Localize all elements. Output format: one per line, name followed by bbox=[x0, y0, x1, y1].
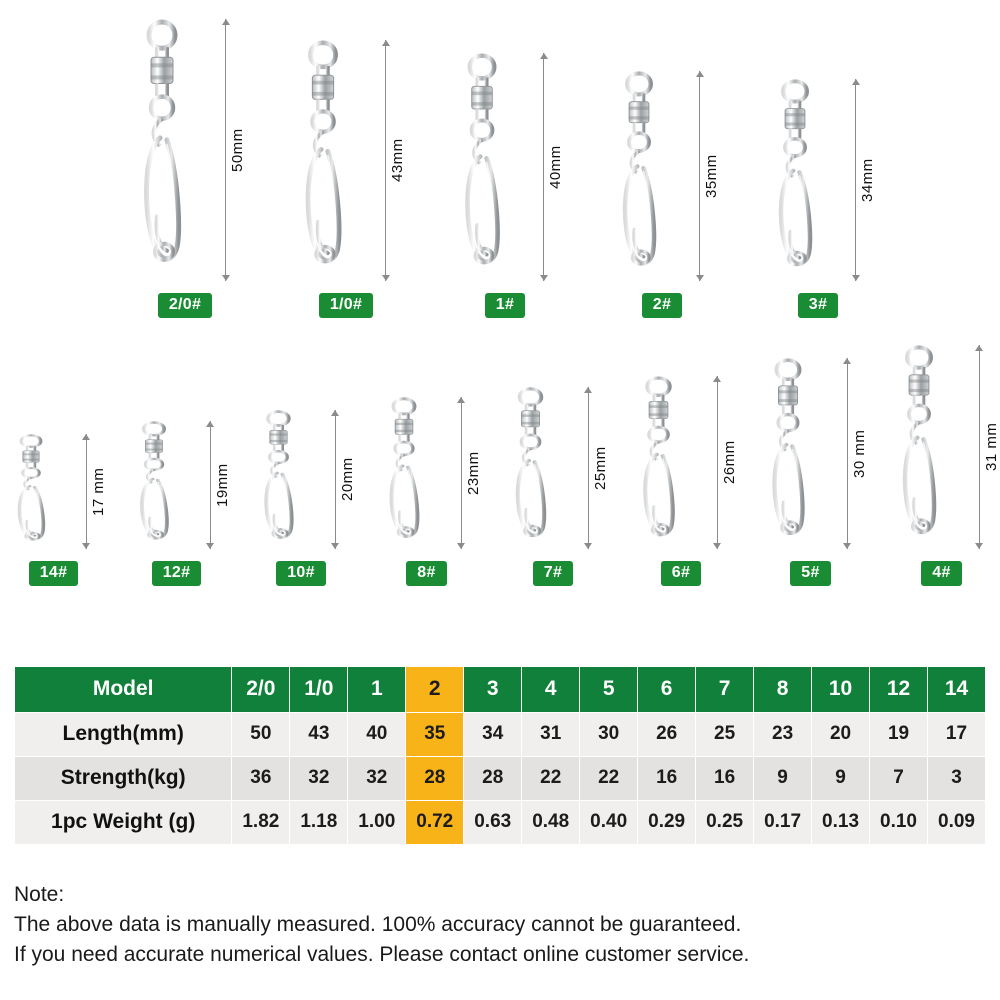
dimension-arrow-line bbox=[717, 376, 718, 549]
model-tag: 1# bbox=[485, 293, 525, 318]
swivel-image-wrap bbox=[290, 40, 406, 281]
table-cell: 1 bbox=[348, 667, 406, 713]
table-cell: 8 bbox=[754, 667, 812, 713]
table-cell: 0.25 bbox=[696, 801, 754, 845]
dimension-arrow-line bbox=[543, 53, 544, 281]
table-cell: 1.18 bbox=[290, 801, 348, 845]
swivel-snap-graphic bbox=[632, 376, 685, 549]
specification-table bbox=[14, 666, 986, 845]
table-cell: 0.17 bbox=[754, 801, 812, 845]
large-sizes-row bbox=[0, 0, 1000, 318]
swivel-image-wrap bbox=[764, 79, 876, 281]
table-cell: 0.48 bbox=[522, 801, 580, 845]
dimension-arrow-line bbox=[588, 387, 589, 549]
length-row bbox=[15, 713, 986, 757]
note-title: Note: bbox=[14, 883, 65, 906]
table-cell: 0.63 bbox=[464, 801, 522, 845]
dimension-arrow-line bbox=[855, 79, 856, 281]
table-cell: 20 bbox=[812, 713, 870, 757]
dimension-label: 17 mm bbox=[89, 466, 107, 516]
table-cell: 16 bbox=[696, 757, 754, 801]
dimension-label: 31 mm bbox=[982, 422, 1000, 471]
table-cell: 6 bbox=[638, 667, 696, 713]
product-item-7 bbox=[502, 387, 609, 586]
swivel-image-wrap bbox=[888, 345, 1000, 549]
dimension-indicator bbox=[588, 387, 609, 549]
note-line-2: If you need accurate numerical values. Please contact online customer service. bbox=[14, 942, 750, 966]
product-item-6 bbox=[629, 376, 738, 586]
table-cell: 7 bbox=[696, 667, 754, 713]
table-cell: 7 bbox=[870, 757, 928, 801]
dimension-arrow-line bbox=[225, 19, 226, 281]
row-header-cell: Length(mm) bbox=[15, 713, 232, 757]
model-tag: 6# bbox=[661, 561, 701, 586]
model-tag: 8# bbox=[406, 561, 446, 586]
swivel-snap-graphic bbox=[611, 71, 667, 281]
table-cell: 40 bbox=[348, 713, 406, 757]
swivel-snap-graphic bbox=[131, 19, 193, 281]
table-cell: 2/0 bbox=[232, 667, 290, 713]
dimension-arrow-line bbox=[385, 40, 386, 281]
product-item-8 bbox=[376, 397, 482, 586]
dimension-label: 40mm bbox=[547, 144, 564, 189]
dimension-indicator bbox=[847, 358, 868, 549]
dimension-arrow-line bbox=[699, 71, 700, 281]
model-tag: 2/0# bbox=[158, 293, 212, 318]
table-cell: 35 bbox=[406, 713, 464, 757]
table-cell: 4 bbox=[522, 667, 580, 713]
model-tag: 5# bbox=[790, 561, 830, 586]
table-cell: 0.13 bbox=[812, 801, 870, 845]
strength-row bbox=[15, 757, 986, 801]
model-row bbox=[15, 667, 986, 713]
table-cell: 1/0 bbox=[290, 667, 348, 713]
table-cell: 30 bbox=[580, 713, 638, 757]
note-line-1: The above data is manually measured. 100% accuracy cannot be guaranteed. bbox=[14, 912, 742, 936]
table-cell: 0.40 bbox=[580, 801, 638, 845]
table-cell: 12 bbox=[870, 667, 928, 713]
swivel-image-wrap bbox=[251, 410, 356, 549]
dimension-label: 20mm bbox=[338, 457, 356, 501]
product-item-5 bbox=[758, 358, 868, 586]
dimension-label: 23mm bbox=[464, 450, 482, 495]
dimension-indicator bbox=[855, 79, 876, 281]
table-cell: 5 bbox=[580, 667, 638, 713]
swivel-image-wrap bbox=[608, 71, 720, 281]
dimension-indicator bbox=[86, 434, 107, 549]
table-cell: 0.72 bbox=[406, 801, 464, 845]
dimension-label: 30 mm bbox=[850, 428, 868, 478]
dimension-indicator bbox=[225, 19, 246, 281]
dimension-indicator bbox=[385, 40, 406, 281]
swivel-image-wrap bbox=[502, 387, 609, 549]
dimension-label: 19mm bbox=[213, 462, 231, 507]
table-cell: 0.09 bbox=[928, 801, 986, 845]
table-cell: 10 bbox=[812, 667, 870, 713]
swivel-snap-graphic bbox=[891, 345, 947, 549]
table-cell: 28 bbox=[464, 757, 522, 801]
table-cell: 36 bbox=[232, 757, 290, 801]
table-cell: 17 bbox=[928, 713, 986, 757]
model-tag: 3# bbox=[798, 293, 838, 318]
table-cell: 26 bbox=[638, 713, 696, 757]
swivel-image-wrap bbox=[758, 358, 868, 549]
product-item-1 bbox=[450, 53, 564, 318]
product-item-2-0 bbox=[128, 19, 246, 318]
dimension-label: 26mm bbox=[720, 440, 738, 484]
swivel-snap-graphic bbox=[761, 358, 815, 549]
table-cell: 50 bbox=[232, 713, 290, 757]
table-cell: 32 bbox=[348, 757, 406, 801]
table-cell: 3 bbox=[464, 667, 522, 713]
swivel-image-wrap bbox=[5, 434, 107, 549]
table-cell: 1.00 bbox=[348, 801, 406, 845]
swivel-snap-graphic bbox=[254, 410, 303, 549]
table-cell: 2 bbox=[406, 667, 464, 713]
table-cell: 22 bbox=[580, 757, 638, 801]
product-item-1-0 bbox=[290, 40, 406, 318]
table-cell: 22 bbox=[522, 757, 580, 801]
model-tag: 7# bbox=[533, 561, 573, 586]
small-sizes-row bbox=[0, 318, 1000, 586]
swivel-image-wrap bbox=[376, 397, 482, 549]
dimension-indicator bbox=[543, 53, 564, 281]
table-cell: 34 bbox=[464, 713, 522, 757]
product-item-10 bbox=[251, 410, 356, 586]
dimension-arrow-line bbox=[86, 434, 87, 549]
table-cell: 1.82 bbox=[232, 801, 290, 845]
dimension-label: 43mm bbox=[389, 138, 406, 182]
dimension-indicator bbox=[335, 410, 356, 549]
weight-row bbox=[15, 801, 986, 845]
table-cell: 23 bbox=[754, 713, 812, 757]
swivel-snap-graphic bbox=[293, 40, 353, 281]
table-cell: 9 bbox=[754, 757, 812, 801]
table-cell: 31 bbox=[522, 713, 580, 757]
swivel-image-wrap bbox=[629, 376, 738, 549]
dimension-arrow-line bbox=[979, 345, 980, 549]
table-cell: 32 bbox=[290, 757, 348, 801]
table-cell: 14 bbox=[928, 667, 986, 713]
product-item-4 bbox=[888, 345, 1000, 586]
model-tag: 4# bbox=[921, 561, 961, 586]
dimension-arrow-line bbox=[335, 410, 336, 549]
table-cell: 43 bbox=[290, 713, 348, 757]
table-cell: 0.29 bbox=[638, 801, 696, 845]
model-tag: 14# bbox=[29, 561, 79, 586]
swivel-snap-graphic bbox=[379, 397, 429, 549]
dimension-label: 50mm bbox=[229, 127, 246, 172]
product-item-2 bbox=[608, 71, 720, 318]
dimension-label: 25mm bbox=[591, 445, 609, 490]
table-cell: 28 bbox=[406, 757, 464, 801]
dimension-indicator bbox=[699, 71, 720, 281]
model-tag: 1/0# bbox=[319, 293, 373, 318]
swivel-snap-graphic bbox=[453, 53, 511, 281]
spec-table-container bbox=[14, 666, 986, 845]
dimension-indicator bbox=[717, 376, 738, 549]
dimension-indicator bbox=[979, 345, 1000, 549]
swivel-image-wrap bbox=[128, 19, 246, 281]
table-cell: 25 bbox=[696, 713, 754, 757]
model-tag: 12# bbox=[152, 561, 202, 586]
dimension-arrow-line bbox=[461, 397, 462, 549]
model-tag: 10# bbox=[276, 561, 326, 586]
dimension-arrow-line bbox=[210, 421, 211, 549]
swivel-image-wrap bbox=[450, 53, 564, 281]
dimension-label: 35mm bbox=[703, 153, 720, 198]
dimension-indicator bbox=[461, 397, 482, 549]
table-cell: 9 bbox=[812, 757, 870, 801]
product-item-14 bbox=[5, 434, 107, 586]
row-header-cell: Model bbox=[15, 667, 232, 713]
table-cell: 16 bbox=[638, 757, 696, 801]
dimension-label: 34mm bbox=[859, 157, 876, 202]
swivel-image-wrap bbox=[127, 421, 231, 549]
product-item-3 bbox=[764, 79, 876, 318]
row-header-cell: Strength(kg) bbox=[15, 757, 232, 801]
table-cell: 3 bbox=[928, 757, 986, 801]
dimension-arrow-line bbox=[847, 358, 848, 549]
table-cell: 0.10 bbox=[870, 801, 928, 845]
swivel-snap-graphic bbox=[505, 387, 556, 549]
table-cell: 19 bbox=[870, 713, 928, 757]
swivel-snap-graphic bbox=[8, 434, 54, 549]
dimension-indicator bbox=[210, 421, 231, 549]
product-item-12 bbox=[127, 421, 231, 586]
row-header-cell: 1pc Weight (g) bbox=[15, 801, 232, 845]
model-tag: 2# bbox=[642, 293, 682, 318]
swivel-snap-graphic bbox=[767, 79, 823, 281]
swivel-snap-graphic bbox=[130, 421, 178, 549]
note-block bbox=[14, 880, 986, 969]
